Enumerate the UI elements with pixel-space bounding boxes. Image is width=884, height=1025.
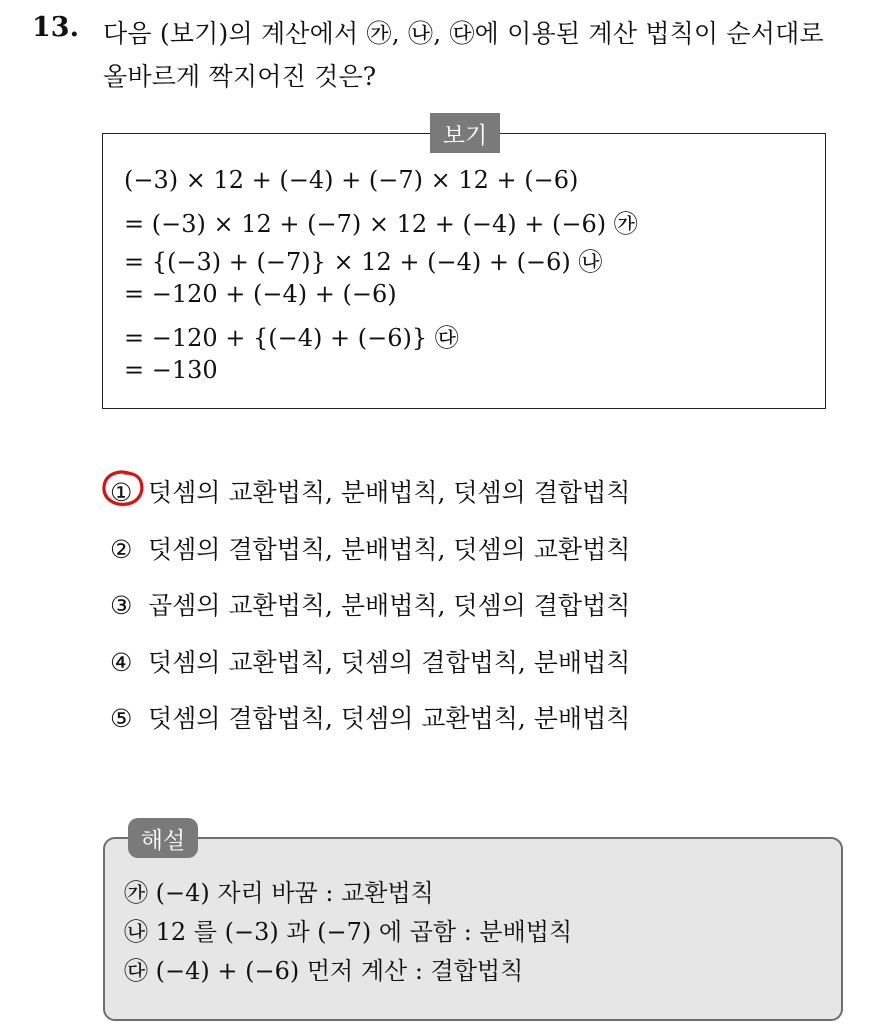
choice-number: ①: [110, 478, 133, 507]
choice-text: 곱셈의 교환법칙, 분배법칙, 덧셈의 결합법칙: [148, 591, 631, 620]
calc-line-3: = {(−3) + (−7)} × 12 + (−4) + (−6) ㉯: [124, 248, 603, 276]
choice-text: 덧셈의 결합법칙, 덧셈의 교환법칙, 분배법칙: [148, 704, 631, 733]
choice-text: 덧셈의 교환법칙, 덧셈의 결합법칙, 분배법칙: [148, 648, 631, 677]
choice-number: ③: [110, 591, 133, 620]
calc-line-1: (−3) × 12 + (−4) + (−7) × 12 + (−6): [124, 166, 579, 194]
choice-1[interactable]: [110, 473, 630, 509]
calc-line-2: = (−3) × 12 + (−7) × 12 + (−4) + (−6) ㉮: [124, 210, 638, 238]
choice-3[interactable]: [110, 586, 630, 622]
choice-number: ②: [110, 535, 133, 564]
choice-5[interactable]: [110, 699, 630, 735]
choice-2[interactable]: [110, 530, 630, 566]
choice-number: ⑤: [110, 704, 133, 733]
choice-number: ④: [110, 648, 133, 677]
calc-line-6: = −130: [124, 356, 218, 384]
calc-line-4: = −120 + (−4) + (−6): [124, 280, 397, 308]
question-number: 13.: [32, 12, 79, 43]
calc-line-5: = −120 + {(−4) + (−6)} ㉰: [124, 324, 459, 352]
solution-tag: 해설: [128, 818, 198, 858]
choice-text: 덧셈의 결합법칙, 분배법칙, 덧셈의 교환법칙: [148, 535, 631, 564]
question-text-line-2: 올바르게 짝지어진 것은?: [103, 62, 377, 91]
solution-line-3: ㉰ (−4) + (−6) 먼저 계산 : 결합법칙: [124, 957, 524, 985]
choice-text: 덧셈의 교환법칙, 분배법칙, 덧셈의 결합법칙: [148, 478, 631, 507]
question-text-line-1: 다음 (보기)의 계산에서 ㉮, ㉯, ㉰에 이용된 계산 법칙이 순서대로: [103, 19, 824, 48]
choice-4[interactable]: [110, 643, 630, 679]
solution-line-1: ㉮ (−4) 자리 바꿈 : 교환법칙: [124, 879, 434, 907]
example-box-tag: 보기: [430, 113, 500, 153]
solution-line-2: ㉯ 12 를 (−3) 과 (−7) 에 곱함 : 분배법칙: [124, 918, 573, 946]
